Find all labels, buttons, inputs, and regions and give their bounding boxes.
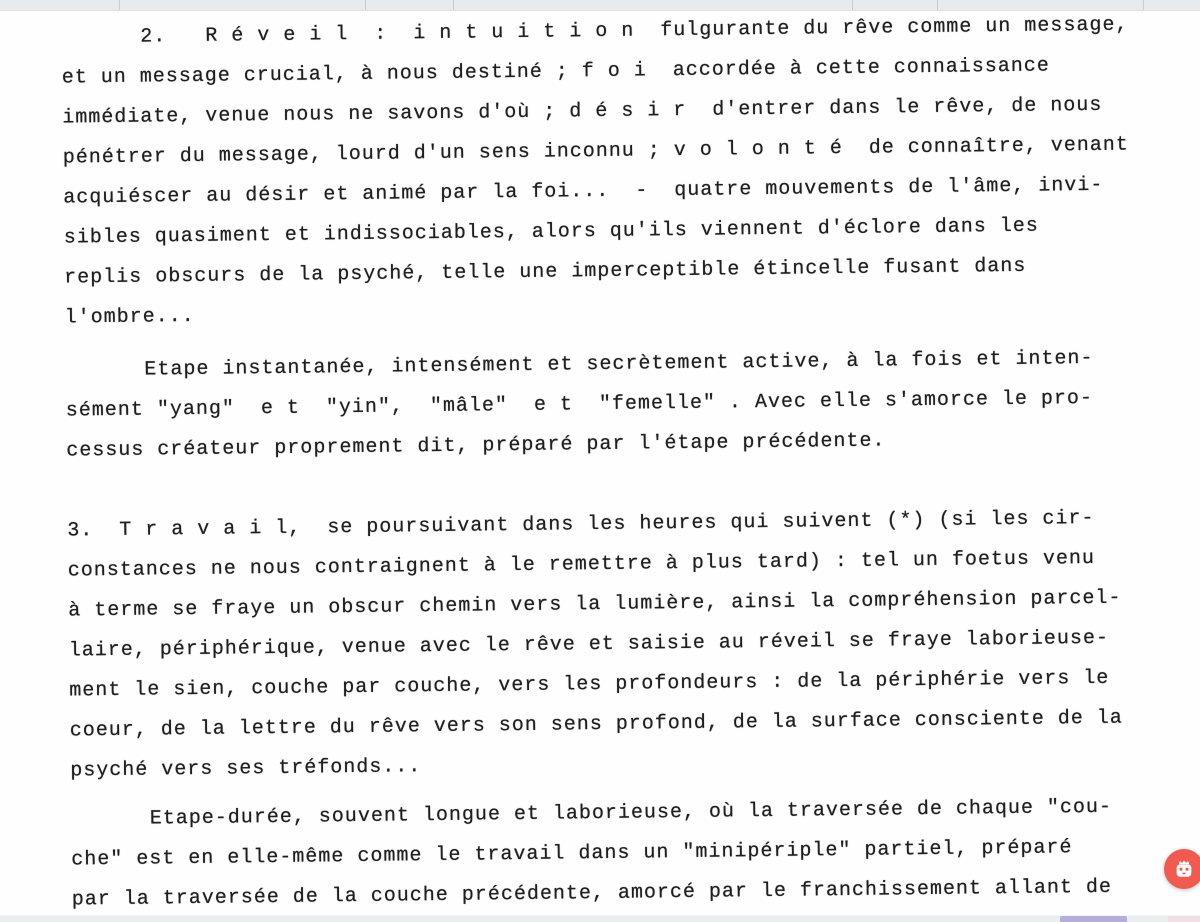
paragraph — [5, 787, 1200, 922]
text-line: acquiéscer au désir et animé par la foi... - quatre mouvements de l'âme, invi- — [63, 173, 1104, 210]
paragraph — [0, 338, 1200, 473]
bottom-edge-chip-pink — [1168, 916, 1200, 922]
text-line: Etape instantanée, intensément et secrètement active, à la fois et inten- — [144, 346, 1094, 382]
text-line: l'ombre... — [64, 304, 195, 330]
text-line: pénétrer du message, lourd d'un sens inconnu ; v o l o n t é de connaître, venant — [62, 133, 1130, 170]
paragraph — [1, 498, 1200, 793]
text-line: replis obscurs de la psyché, telle une imperceptible étincelle fusant dans — [64, 254, 1027, 290]
scanned-typewriter-text — [0, 5, 1200, 922]
text-line: sibles quasiment et indissociables, alors qu'ils viennent d'éclore dans les — [63, 214, 1039, 250]
text-line: à terme se fraye un obscur chemin vers la lumière, ainsi la compréhension parcel- — [68, 586, 1122, 623]
text-line: sément "yang" e t "yin", "mâle" e t "femelle" . Avec elle s'amorce le pro- — [65, 386, 1094, 423]
text-line: psyché vers ses tréfonds... — [70, 755, 422, 783]
paragraph — [0, 5, 1199, 340]
text-line: che" est en elle-même comme le travail dans un "minipériple" partiel, préparé — [71, 836, 1073, 872]
text-line: laire, périphérique, venue avec le rêve et saisie au réveil se fraye laborieuse- — [68, 626, 1110, 663]
text-line: 3. T r a v a i l, se poursuivant dans les heures qui suivent (*) (si les cir- — [67, 506, 1095, 543]
text-line: par la traversée de la couche précédente, amorcé par le franchissement allant de — [71, 875, 1113, 912]
text-line: immédiate, venue nous ne savons d'où ; d é s i r d'entrer dans le rêve, de nous — [62, 93, 1103, 130]
robot-crown-icon — [1171, 856, 1197, 882]
text-line: coeur, de la lettre du rêve vers son sens profond, de la surface consciente de la — [69, 706, 1124, 743]
text-line: constances ne nous contraignent à le remettre à plus tard) : tel un foetus venu — [67, 546, 1096, 583]
background-bottom-edge — [0, 915, 1200, 922]
bottom-edge-chip-purple — [1060, 916, 1127, 922]
text-line: 2. R é v e i l : i n t u i t i o n fulgurante du rêve comme un message, — [140, 13, 1129, 49]
text-line: Etape-durée, souvent longue et laborieuse, où la traversée de chaque "cou- — [149, 795, 1113, 831]
text-line: cessus créateur proprement dit, préparé par l'étape précédente. — [66, 429, 886, 463]
text-line: ment le sien, couche par couche, vers les profondeurs : de la périphérie vers le — [69, 666, 1110, 703]
assistant-launcher-button[interactable] — [1164, 849, 1200, 889]
text-line: et un message crucial, à nous destiné ; f o i accordée à cette connaissance — [61, 54, 1051, 90]
